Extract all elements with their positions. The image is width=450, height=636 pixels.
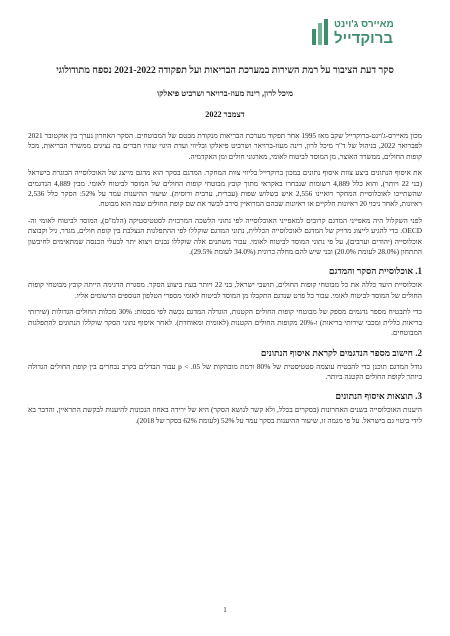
- publication-date: דצמבר 2022: [205, 110, 245, 119]
- logo-mark-icon: [310, 19, 330, 47]
- logo-line-1: מאיירס ג'וינט: [334, 19, 394, 30]
- intro-paragraph-1: מכון מאיירס-ג'וינט-ברוקדייל שקב מאז 1995 אחר תפקוד מערכת הבריאות מנקודת מבטם של המבוטחים. הסקר האחרון נערך בין אוקטובר 2021 לפברואר 2022, בניהול של ד"ר מיכל לרון, רינה מעוז-ברויאר ושרביט פיאלקו ובליווי ועדת היגוי שהיו חברים בה נציגים ממשרד הבריאות, מכל קופות החולים, ממשרד האוצר, מן המוסד לביטוח לאומי, מארגוני חולים ומן האקדמיה.: [28, 131, 422, 161]
- section-1-paragraph-1: אוכלוסיית היעד כללה את כל מבוטחי קופות החולים, תושבי ישראל, בני 22 ויותר בעת ביצוע הסקר. מסגרת הדגימה הייתה קובץ מבוטחי קופות החולים של המוסד לביטוח לאומי. עבור כל פרט שנדגם התקבלו מן המוסד לביטוח לאומי מספרי הטלפון הנוספים הרשומים אליו.: [28, 280, 422, 300]
- document-body: [28, 60, 422, 432]
- section-2-paragraph-1: גודל המדגם תוכנן כדי להבטיח עוצמה סטטיסטית של 80% ורמת מובהקות של p < .05 עבור הבדלים בקרב נבחרים בין קופת החולים הגדולה ביותר לקופת החולים הקטנה ביותר.: [28, 361, 422, 381]
- section-heading-3: 3. תוצאות איסוף הנתונים: [335, 391, 422, 402]
- section-3-paragraph-1: היענות האוכלוסייה בשנים האחרונות (בסקרים בכלל, ולא קשר לנושא הסקר) היא של ירידה באחוז הנכונות להיענות לבקשת התראיין, והדבר בא לידי ביטוי גם בישראל. על פי מגמה זו, שיעור ההיענות בסקר עמד על 52% (לעומת 62% בסקר של 2018).: [28, 405, 422, 425]
- intro-paragraph-3: לפני השקלול היה מאפייני המדגם קרובים למאפייני האוכלוסייה לפי נתוני הלשכה המרכזית לסטטיסטיקה (הלמ"ס), המוסד לביטוח לאומי וה-OECD. כדי להגיע לייצוג מדויק של המדגם לאוכלוסייה הכללית, נתוני המדגם שוקללו לפי ההתפלגות הנצלבת בין קופת חולים, מגדר, גיל וקבוצת אוכלוסייה (יהודים וערבים), על פי נתוני המוסד לביטוח לאומי. עבור משתנים אלה שוקללו נבנים ויצוא יתר לבעלי הכנסה שמתאימים לחיבשון התתחון (28.0% לעומת 20.0%) ובני שיש להם מחלה כרונית (34.0% לעומת 29.5%).: [28, 215, 422, 257]
- intro-paragraph-2: את איסוף הנתונים ביצע צוות איסוף נתונים במכון ברוקדייל בליווי צוות המחקר. המדגם בסקר הוא מדגם מייצג של האוכלוסייה הבוגרת בישראל (בני 22 ויותר), והוא כלל 4,889 רשומות שנבחרו באקראי מתוך קובץ מבוטחי קופות החולים של המוסד לביטוח לאומי. מבין 4,889 הנדגמים שהשתייכו לאוכלוסיית המחקר רואיינו 2,556 איש בשלוש שפות (עברית, ערבית ורוסית). שיעור ההיענות עמד על 52%: הסקר כלל 2,536 ראיונות, לאחר ניכוי 20 ראיונות חלקיים או ראיונות שבהם המרואיין סירב לבשר את שם קופת החולים שבה הוא מבוטח.: [28, 168, 423, 209]
- section-heading-1: 1. אוכלוסיית הסקר והמדגם: [328, 266, 422, 277]
- page-number: 1: [223, 606, 227, 614]
- logo-text: [334, 19, 394, 47]
- logo: [310, 14, 406, 52]
- logo-line-2: ברוקדייל: [334, 30, 393, 47]
- page-title: סקר דעת הציבור על רמת השירות במערכת הבריאות ועל תפקודה 2021-2022 נספח מתודולוגי: [56, 65, 394, 76]
- authors: מיכל לרון, רינה מעוז-ברויאר ושרביט פיאלקו: [157, 89, 293, 98]
- section-heading-2: 2. חישוב מספר הנדגמים לקראת איסוף הנתונים: [260, 347, 422, 358]
- section-1-paragraph-2: כדי לתבטיח מספר נדגמים מספק של מבוטחי קופות החולים הקטנות, הוגדלה המדגם נכשה לפי מכסות: 30% מכלות החולים הגדולות (שירותי בריאות כללית ומכבי שירותי בריאות) ו-20% מקופות החולים הקטנות (לאומית ומאוחדת). לאחר איסוף נתוני הסקר שוקללו הנתונים להתפלגות המבוטחים.: [28, 307, 422, 338]
